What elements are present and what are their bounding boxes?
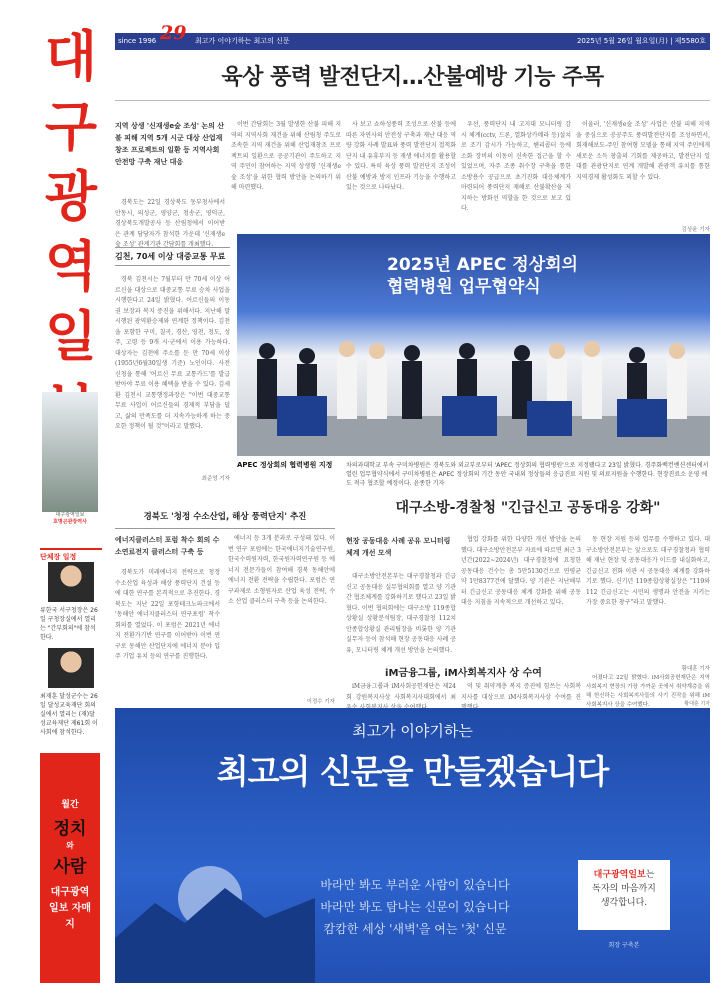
top-bar <box>115 22 710 50</box>
masthead-char: 대 <box>44 25 98 88</box>
monthly-title-1: 정치 <box>53 819 87 839</box>
ad-line: 캄캄한 세상 '새벽'을 여는 '첫' 신문 <box>323 922 507 936</box>
dawn-landscape-icon <box>115 818 315 983</box>
firepolice-title[interactable]: 대구소방-경찰청 "긴급신고 공동대응 강화" <box>395 500 661 516</box>
hydrogen-col-2 <box>228 534 335 612</box>
lead-col-3 <box>346 120 456 198</box>
monthly-label: 월간 <box>61 800 79 810</box>
imfinance-title[interactable]: iM금융그룹, iM사회복지사 상 수여 <box>385 668 542 679</box>
since-label: since 1996 <box>118 37 157 45</box>
masthead-char: 구 <box>44 95 98 158</box>
ad-title: 최고의 신문을 만들겠습니다 <box>216 752 609 791</box>
ad-box <box>578 860 670 930</box>
slogan: 최고가 이야기하는 최고의 신문 <box>195 37 290 45</box>
ad-box-line: 독자의 마음까지 <box>592 884 656 894</box>
paragraph: 동 현장 지원 등의 업무를 수행하고 있다. 대구소방안전본부는 앞으로도 대구경찰청과 협력해 재난 현장 및 공동대응가 이드를 내실화하고, 긴급신고 전화 이관 시 공동대응 체계를 강화하기로 했다. 신기년 119종합상황실장은 "119와 112 긴급신고는 시민의 생명과 안전을 지키는 가장 중요한 창구"라고 말했다. <box>586 536 710 606</box>
paragraph: 경북 김천시는 7월부터 만 70세 이상 어르신을 대상으로 대중교통 무료 승차 사업을 시행한다고 24일 밝혔다. 어르신들의 이동권 보장과 복지 증진을 위해서다. 지난해 말 시행된 광역환승제와 연계한 정책이다. 김천을 포함한 구미, 칠곡, 경산, 영천, 청도, 성주, 고령 등 9개 시·군에서 이용 가능하다. 대상자는 김천에 주소를 둔 만 70세 이상(1955년6월30일생 기준) 노인이다. 사전 신청을 통해 '어르신 무료 교통카드'를 발급받아야 무료 이용 혜택을 받을 수 있다. 김세환 김천시 교통행정과장은 "이번 대중교통 무료 사업이 어르신들의 경제적 부담을 덜고, 삶의 만족도를 더 지속가능하게 하는 중요한 정책이 될 것"이라고 말했다. <box>115 276 230 430</box>
people-schedule-header: 단체장 일정 <box>40 548 102 562</box>
ad-sign: 회장 구축본 <box>608 942 640 949</box>
ad-lines <box>295 874 535 940</box>
ad-kicker: 최고가 이야기하는 <box>352 722 473 740</box>
main-headline[interactable]: 육상 풍력 발전단지…산불예방 기능 주목 <box>221 65 604 90</box>
photo-author: 윤종한 기자 <box>413 480 445 487</box>
mini-ad-line: 대구광역일보 <box>55 512 85 518</box>
paragraph: iM금융그룹과 iM사회공헌재단은 제24회 강원복지사상 사회복지사대회에서 최 <box>346 683 456 701</box>
paragraph: 경북도는 22일 경상북도 동부청사에서 안동시, 의성군, 영양군, 청송군, 영덕군, 경상북도개발공사 등 산림청에서 이어받은 관계 담당자가 참석한 가운데 '신재생e숲 조성' 관계기관 간담회를 개최했다. <box>115 199 225 248</box>
paragraph: 경북도가 미래에너지 전략으로 청정 수소산업 육성과 해상 풍력단지 건설 등에 대한 연구를 본격적으로 추진한다. 경북도는 지난 22일 포항테크노파크에서 '동해안 에너지클러스터 연구포럼' 착수회의를 열었다. 이 포럼은 2021년 에너지 전환가기반 연구를 이어받아 이번 연구로 동해안 산업단지에 에너지 분야 입주 기업 유치 등의 연구를 진행한다. <box>115 569 220 660</box>
paragraph: 협업 강화를 위한 다양한 개선 방안을 논의했다. 대구소방안전본부 자료에 따르면 최근 3년간(2022~2024년) 대구경찰청에 요청한 공동대응 건수는 총 5만5130건으로 연평균 약 1만8377건에 달했다. 양 기관은 지난해부터 긴급신고 공동대응 체계 강화를 위해 공동대응 지침을 지속적으로 개선하고 있다. <box>461 536 581 606</box>
photo-caption-title: APEC 정상회의 협력병원 지정 <box>237 461 333 469</box>
hydrogen-author: 이정수 기자 <box>306 699 335 705</box>
apec-photo <box>237 234 710 456</box>
paragraph: 이번 간담회는 3월 발생한 산불 피해 지역의 지역사회 재건을 위해 산림청 주도로 조속한 지역 재건을 위해 산업재창조 프로젝트의 일환으로 공공기관이 주도하고 지역 주민이 참여하는 지역 상생형 '신재생e숲 조성'을 위한 협력 방안을 논의하기 위해 마련했다. <box>231 121 341 191</box>
firepolice-author: 황대훈 기자 <box>681 666 710 672</box>
issue-date: 2025년 5월 26일 월요일(月) | 제5580호 <box>576 37 706 45</box>
mini-ad-line: 호명곤관장역사 <box>53 519 87 525</box>
imfinance-author: 황대훈 기자 <box>684 701 710 707</box>
person2-photo <box>48 648 94 688</box>
masthead-logo <box>40 22 102 382</box>
ad-box-brand: 대구광역일보 <box>593 870 646 880</box>
lead-col-4 <box>461 120 571 219</box>
kimcheon-author: 최준영 기자 <box>201 476 230 482</box>
paragraph: 사 보고 쇼하성풍력 조성으로 산불 등에 따른 자연사의 안전성 구축과 재난 대응 역량 강화 사례 발표와 풍력 발전단지 접적화 단지 내 유휴부지 등 재생 에너지를 활용할 수 있다. 특히 육상 풍력 발전단지 조성이 산불 예방과 방지 인프라 기능을 수행하고 있는 것으로 나타났다. <box>346 121 456 191</box>
monthly-title-2: 사람 <box>53 857 87 877</box>
divider <box>115 100 710 101</box>
mini-ad-text <box>42 512 98 526</box>
firepolice-col-3 <box>586 535 710 613</box>
masthead-char: 역 <box>44 235 98 298</box>
ad-box-particle: 는 <box>645 870 655 880</box>
hydrogen-col-1 <box>115 568 220 667</box>
ad-box-line: 생각합니다. <box>600 898 648 908</box>
ad-line: 바라만 봐도 부러운 사람이 있습니다 <box>320 878 510 892</box>
photo-caption-text: 차의과대학교 부속 구미차병원은 경북도와 외교부로부터 'APEC 정상회의 협력병원'으로 지정됐다고 23일 밝혔다. 경주화백컨벤션센터에서 열린 업무협약식에서 구미차병원은 APEC 정상회의 기간 동안 국내외 정상들의 응급진료 지원 및 의료지원을 수행한다. 현장진료소 운영 에도 적극 협조할 예정이다. <box>346 462 709 487</box>
lead-col-2 <box>231 120 341 198</box>
lead-col-5 <box>576 120 710 187</box>
paragraph: 우선, 풍력단지 내 고지대 모니터링 감시 체계(cctv, 드론, 열화상카메라 등)설치로 조기 감시가 가능하고, 헨리콥터 등에 소화 장비의 이동이 신속한 접근을 할 수 있었으며, 자주 조종 취수장 구축을 통한 소방용수 공급으로 초기진화 대응체계가 마련되어 풍력단지 재해로 산불확산을 저지하는 방화선 역할을 한 것으로 보고 있다. <box>461 121 571 212</box>
banner-line: 2025년 APEC 정상회의 <box>387 255 578 275</box>
banner-line: 협력병원 업무협약식 <box>387 277 541 297</box>
group-people-illustration <box>237 321 710 456</box>
firepolice-col-2 <box>461 535 581 613</box>
kimcheon-title[interactable]: 김천, 70세 이상 대중교통 무료 <box>115 247 230 266</box>
firepolice-col-1 <box>346 572 456 660</box>
monthly-pub: 대구광역일보 자매지 <box>48 887 92 930</box>
photo-caption-title-wrap <box>237 461 342 470</box>
divider <box>115 528 335 529</box>
person1-photo <box>48 562 94 602</box>
paragraph: 이울러, '신재생e숲 조성' 사업은 산불 피해 지역을 중심으로 공공주도 풍력발전단지를 조성하면서, 회재해보도-주민 참여형 모델을 통해 지역 주민에게 새로운 소득 창출의 기회를 제공하고, 발전단지 일대를 관광단지로 연계 개발해 관광객 유치를 통한 지역경제 활성화도 꾀할 수 있다. <box>576 121 710 181</box>
firepolice-subhead: 현장 공동대응 사례 공유 모니터링 체계 개선 모색 <box>346 537 451 557</box>
masthead-char: 광 <box>44 165 98 228</box>
masthead-char: 일 <box>44 305 98 368</box>
person1-text: 류한국 서구청장은 26일 구청장실에서 열리는 "간부회의"에 참석한다. <box>40 607 98 641</box>
mini-ad-image <box>42 392 98 512</box>
hydrogen-subhead: 에너지클러스터 포럼 착수 회의 수소연료전지 클러스터 구축 등 <box>115 536 220 556</box>
monthly-magazine-ad[interactable] <box>40 753 100 983</box>
monthly-mid: 와 <box>66 841 74 850</box>
paragraph: 대구소방안전본부는 대구경찰청과 긴급신고 공동대응 실무협의회를 열고 양 기관 간 협조체계를 강화하기로 했다고 23일 밝혔다. 이번 협의회에는 대구소방 119종합상황실 상황분석팀장, 대구경찰청 112치안종합상황실 관리팀장을 비롯한 양 기관 실무자 등이 참석해 현장 공동대응 사례 공유, 모니터링 체계 개선 방안을 논의했다. <box>346 573 456 654</box>
lead-author: 김상윤 기자 <box>681 227 710 233</box>
anniversary-badge: 29 <box>160 22 187 44</box>
hydrogen-title[interactable]: 경북도 '청정 수소산업, 해상 풍력단지' 추진 <box>143 512 307 522</box>
photo-banner <box>387 254 578 298</box>
paragraph: 에너지 등 3개 분과로 구성돼 있다. 이번 연구 포럼에는 한국에너지기술연구원, 한국수력원자력, 한국원자력연구원 등 에너지 전문가들이 참여해 경북 동해안에 에너지 전환 전략을 수립한다. 포럼은 연구과제로 소형원자로 산업 육성 전략, 수소 산업 클러스터 구축 등을 논의한다. <box>228 535 335 605</box>
kimcheon-body <box>115 275 230 437</box>
photo-caption <box>346 461 710 488</box>
person2-text: 최재훈 달성군수는 26일 달성교육재단 회의실에서 열리는 (재)달성교육재단 제61회 이사회에 참석한다. <box>40 693 98 736</box>
bottom-promo-ad[interactable] <box>115 708 710 983</box>
paragraph: 억 및 취약계층 복지 증진에 힘쓰는 사회복지사를 대상으로 iM사회복지사상 수여를 진 <box>461 683 581 701</box>
lead-subhead: 지역 상생 '신재생e숲 조성' 논의 산불 피해 지역 5개 시군 대상 산업재창조 프로젝트의 일환 등 지역사회 안전망 구축 재난 대응 <box>115 122 225 166</box>
paragraph: 어졌다고 22일 밝혔다. iM사회공헌재단은 지역 사회복지 현장의 가장 가까운 곳에서 취약계층을 위해 헌신하는 사회복지사들의 사기 진작을 위해 iM사회복지사 상을 수여했다. <box>586 675 710 708</box>
ad-line: 바라만 봐도 탐나는 신문이 있습니다 <box>320 900 510 914</box>
